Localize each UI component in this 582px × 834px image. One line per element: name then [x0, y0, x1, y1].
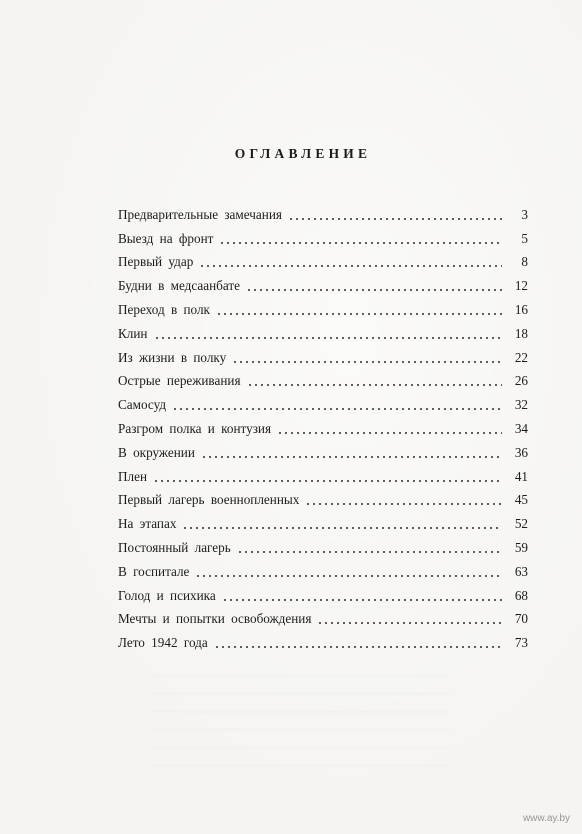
- dot-leader: [172, 399, 502, 411]
- toc-page-number: 45: [514, 492, 528, 508]
- toc-entry-title: Постоянный лагерь: [118, 539, 231, 555]
- toc-page-number: 32: [514, 397, 528, 413]
- toc-entry: [118, 247, 528, 271]
- dot-leader: [237, 542, 502, 554]
- toc-page-number: 52: [514, 516, 528, 532]
- toc-page-number: 22: [514, 349, 528, 365]
- dot-leader: [216, 304, 502, 316]
- toc-entry-title: Лето 1942 года: [118, 635, 208, 651]
- dot-leader: [317, 613, 502, 625]
- toc-entry: [118, 318, 528, 342]
- dot-leader: [247, 375, 502, 387]
- toc-page-number: 63: [514, 563, 528, 579]
- toc-entry: [118, 437, 528, 461]
- toc-entry-title: Из жизни в полку: [118, 349, 227, 365]
- toc-entry-title: Самосуд: [118, 397, 167, 413]
- toc-entry: [118, 556, 528, 580]
- toc-entry-title: Голод и психика: [118, 587, 216, 603]
- toc-entry: [118, 342, 528, 366]
- dot-leader: [305, 494, 502, 506]
- dot-leader: [288, 209, 502, 221]
- toc-entry-title: Разгром полка и контузия: [118, 420, 272, 436]
- page-title: ОГЛАВЛЕНИЕ: [234, 146, 372, 161]
- toc-page-number: 12: [514, 278, 528, 294]
- toc-entry: [118, 461, 528, 485]
- toc-entry-title: Первый удар: [118, 254, 194, 270]
- dot-leader: [246, 280, 502, 292]
- toc-entry-title: Плен: [118, 468, 148, 484]
- toc-page-number: 70: [514, 611, 528, 627]
- toc-entry: [118, 627, 528, 651]
- dot-leader: [153, 471, 502, 483]
- dot-leader: [232, 352, 502, 364]
- toc-page-number: 18: [514, 325, 528, 341]
- toc-entry-title: На этапах: [118, 516, 177, 532]
- toc-page-number: 68: [514, 587, 528, 603]
- toc-entry-title: Будни в медсаанбате: [118, 278, 241, 294]
- dot-leader: [195, 566, 502, 578]
- toc-entry-title: В окружении: [118, 444, 195, 460]
- toc-page-number: 3: [521, 206, 528, 222]
- toc-page-number: 34: [514, 420, 528, 436]
- dot-leader: [154, 328, 503, 340]
- toc-entry: [118, 223, 528, 247]
- toc-page-number: 5: [521, 230, 528, 246]
- toc-page-number: 16: [514, 301, 528, 317]
- toc-entry: [118, 580, 528, 604]
- toc-page-number: 59: [514, 539, 528, 555]
- toc-entry-title: В госпитале: [118, 563, 190, 579]
- toc-page-number: 8: [521, 254, 528, 270]
- dot-leader: [222, 590, 502, 602]
- toc-entry-title: Переход в полк: [118, 301, 210, 317]
- toc-entry: [118, 508, 528, 532]
- toc-entry: [118, 413, 528, 437]
- toc-entry: [118, 199, 528, 223]
- toc-entry: [118, 294, 528, 318]
- faint-bleed-through: [150, 660, 450, 780]
- dot-leader: [199, 256, 502, 268]
- toc-entry-title: Мечты и попытки освобождения: [118, 611, 312, 627]
- dot-leader: [219, 233, 502, 245]
- toc-entry: [118, 532, 528, 556]
- toc-entry: [118, 485, 528, 509]
- table-of-contents: [118, 199, 528, 651]
- dot-leader: [277, 423, 502, 435]
- toc-entry-title: Предварительные замечания: [118, 206, 282, 222]
- toc-entry-title: Острые переживания: [118, 373, 241, 389]
- toc-entry-title: Клин: [118, 325, 148, 341]
- toc-entry: [118, 366, 528, 390]
- dot-leader: [214, 637, 502, 649]
- toc-entry-title: Первый лагерь военнопленных: [118, 492, 300, 508]
- dot-leader: [182, 518, 502, 530]
- toc-page-number: 41: [514, 468, 528, 484]
- watermark-text: www.ay.by: [522, 813, 570, 824]
- dot-leader: [201, 447, 502, 459]
- toc-entry: [118, 389, 528, 413]
- toc-page-number: 26: [514, 373, 528, 389]
- toc-entry: [118, 604, 528, 628]
- toc-entry: [118, 270, 528, 294]
- toc-page-number: 73: [514, 635, 528, 651]
- toc-page-number: 36: [514, 444, 528, 460]
- toc-entry-title: Выезд на фронт: [118, 230, 214, 246]
